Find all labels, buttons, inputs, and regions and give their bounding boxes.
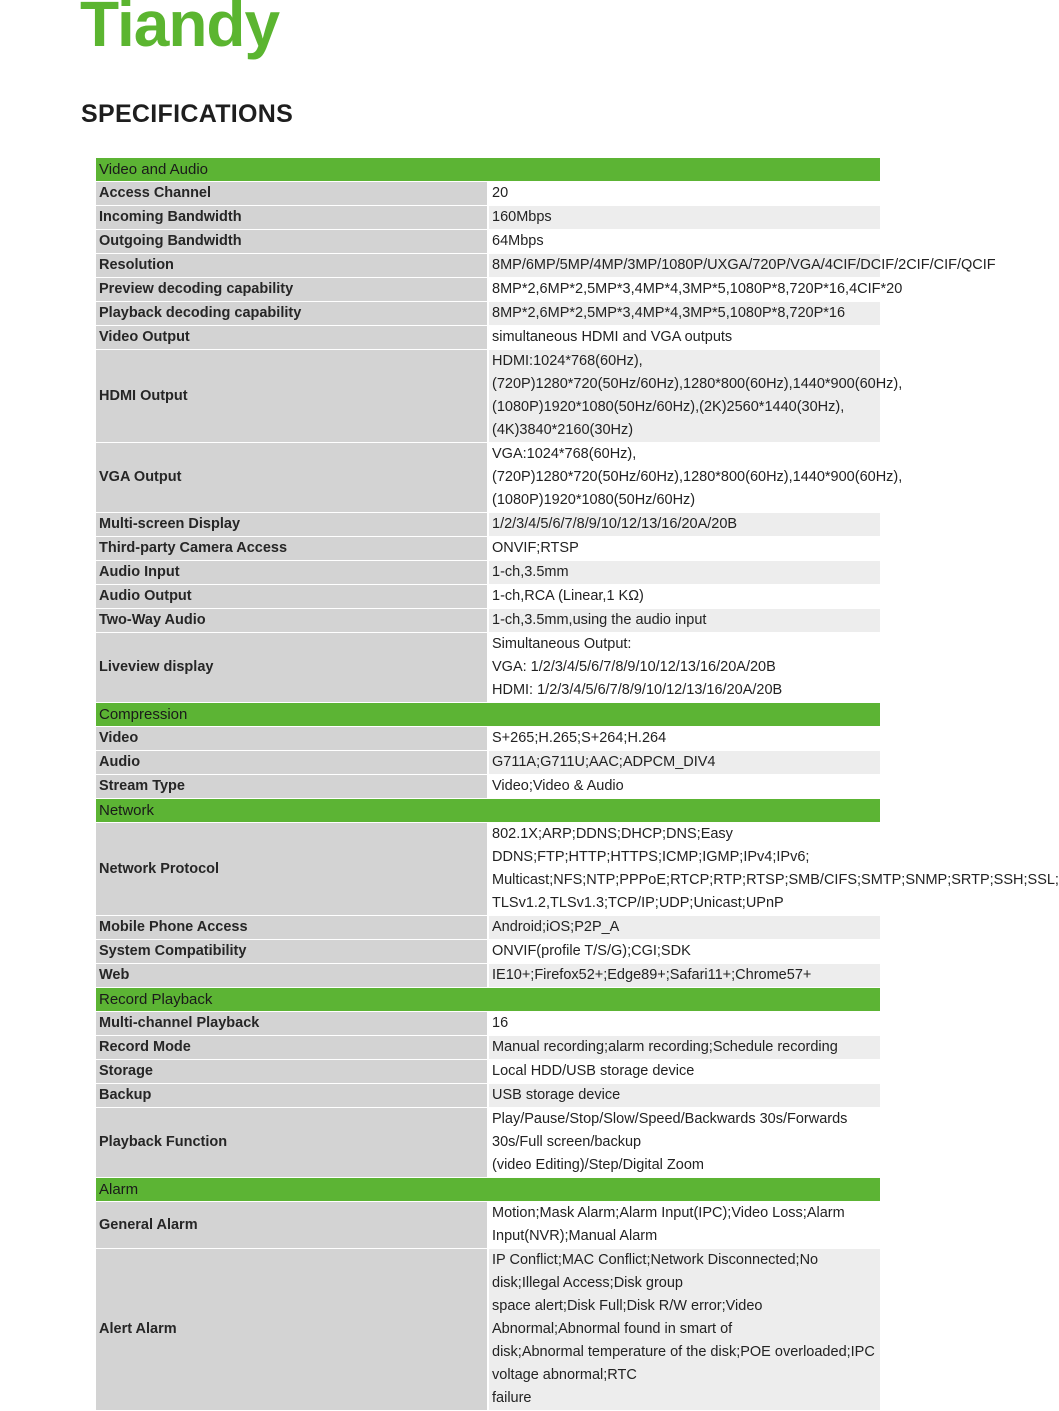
- spec-value: [488, 278, 903, 302]
- spec-value-line: G711A;G711U;AAC;ADPCM_DIV4: [492, 754, 716, 770]
- spec-label: Third-party Camera Access: [96, 537, 488, 561]
- spec-row: [96, 609, 880, 633]
- section-header: [96, 158, 880, 182]
- spec-label: Outgoing Bandwidth: [96, 230, 488, 254]
- spec-value-line: 1-ch,RCA (Linear,1 KΩ): [492, 588, 644, 604]
- spec-value-line: VGA:1024*768(60Hz),(720P)1280*720(50Hz/60Hz),1280*800(60Hz),1440*900(60Hz),: [492, 446, 903, 485]
- spec-value: [488, 1249, 880, 1411]
- spec-value: [488, 727, 880, 751]
- spec-row: [96, 443, 880, 513]
- section-title: Video and Audio: [96, 158, 880, 182]
- spec-label: Network Protocol: [96, 823, 488, 916]
- section-header: [96, 799, 880, 823]
- spec-label: Liveview display: [96, 633, 488, 703]
- spec-value-line: Multicast;NFS;NTP;PPPoE;RTCP;RTP;RTSP;SMB/CIFS;SMTP;SNMP;SRTP;SSH;SSL;: [492, 872, 1059, 888]
- spec-row: [96, 1012, 880, 1036]
- spec-row: [96, 1084, 880, 1108]
- spec-value-line: Simultaneous Output:: [492, 636, 632, 652]
- spec-value: [488, 206, 880, 230]
- spec-label: Access Channel: [96, 182, 488, 206]
- spec-value-line: ONVIF;RTSP: [492, 540, 579, 556]
- spec-label: Backup: [96, 1084, 488, 1108]
- spec-label: Resolution: [96, 254, 488, 278]
- spec-label: Playback Function: [96, 1108, 488, 1178]
- spec-row: [96, 775, 880, 799]
- spec-row: [96, 278, 880, 302]
- spec-value: [488, 633, 880, 703]
- spec-label: Stream Type: [96, 775, 488, 799]
- spec-label: Playback decoding capability: [96, 302, 488, 326]
- spec-value: [488, 1036, 880, 1060]
- spec-row: [96, 537, 880, 561]
- spec-value: [488, 775, 880, 799]
- page-title: SPECIFICATIONS: [81, 100, 294, 128]
- spec-value: [488, 254, 996, 278]
- spec-value-line: IP Conflict;MAC Conflict;Network Disconnected;No disk;Illegal Access;Disk group: [492, 1252, 819, 1291]
- spec-label: VGA Output: [96, 443, 488, 513]
- spec-label: HDMI Output: [96, 350, 488, 443]
- spec-value-line: simultaneous HDMI and VGA outputs: [492, 329, 733, 345]
- spec-row: [96, 513, 880, 537]
- section-header: [96, 1178, 880, 1202]
- spec-value-line: Local HDD/USB storage device: [492, 1063, 695, 1079]
- section-title: Record Playback: [96, 988, 880, 1012]
- spec-value: [488, 302, 880, 326]
- spec-value-line: Manual recording;alarm recording;Schedule recording: [492, 1039, 838, 1055]
- spec-label: Audio Input: [96, 561, 488, 585]
- spec-value: [488, 751, 880, 775]
- spec-value: [488, 443, 903, 513]
- spec-value-line: Play/Pause/Stop/Slow/Speed/Backwards 30s/Forwards 30s/Full screen/backup: [492, 1111, 848, 1150]
- spec-table: [96, 158, 1059, 1411]
- spec-row: [96, 254, 880, 278]
- spec-value-line: 20: [492, 185, 509, 201]
- spec-value-line: 8MP*2,6MP*2,5MP*3,4MP*4,3MP*5,1080P*8,720P*16: [492, 305, 846, 321]
- spec-value-line: (1080P)1920*1080(50Hz/60Hz): [492, 492, 696, 508]
- spec-value-line: Motion;Mask Alarm;Alarm Input(IPC);Video Loss;Alarm Input(NVR);Manual Alarm: [492, 1205, 845, 1244]
- spec-label: Video Output: [96, 326, 488, 350]
- spec-label: System Compatibility: [96, 940, 488, 964]
- spec-value-line: Android;iOS;P2P_A: [492, 919, 620, 935]
- spec-value: [488, 537, 880, 561]
- spec-label: Alert Alarm: [96, 1249, 488, 1411]
- spec-value-line: 8MP*2,6MP*2,5MP*3,4MP*4,3MP*5,1080P*8,720P*16,4CIF*20: [492, 281, 903, 297]
- spec-label: Video: [96, 727, 488, 751]
- spec-value: [488, 916, 880, 940]
- spec-value-line: failure: [492, 1390, 532, 1406]
- spec-row: [96, 1036, 880, 1060]
- spec-value-line: IE10+;Firefox52+;Edge89+;Safari11+;Chrome57+: [492, 967, 812, 983]
- spec-value: [488, 1108, 880, 1178]
- spec-row: [96, 1108, 880, 1178]
- spec-value-line: disk;Abnormal temperature of the disk;POE overloaded;IPC voltage abnormal;RTC: [492, 1344, 875, 1383]
- section-title: Network: [96, 799, 880, 823]
- spec-value-line: 16: [492, 1015, 509, 1031]
- spec-label: Web: [96, 964, 488, 988]
- spec-value: [488, 823, 1059, 916]
- spec-label: Two-Way Audio: [96, 609, 488, 633]
- spec-value: [488, 1012, 880, 1036]
- spec-value: [488, 964, 880, 988]
- spec-row: [96, 940, 880, 964]
- spec-value-line: HDMI: 1/2/3/4/5/6/7/8/9/10/12/13/16/20A/20B: [492, 682, 783, 698]
- spec-label: Multi-channel Playback: [96, 1012, 488, 1036]
- spec-value-line: 1-ch,3.5mm: [492, 564, 569, 580]
- spec-value: [488, 1202, 880, 1249]
- spec-value: [488, 230, 880, 254]
- spec-value-line: S+265;H.265;S+264;H.264: [492, 730, 667, 746]
- spec-row: [96, 1202, 880, 1249]
- spec-value: [488, 561, 880, 585]
- spec-label: Multi-screen Display: [96, 513, 488, 537]
- spec-row: [96, 230, 880, 254]
- spec-row: [96, 727, 880, 751]
- tiandy-logo: Tiandy: [80, 0, 280, 60]
- section-title: Alarm: [96, 1178, 880, 1202]
- spec-label: Mobile Phone Access: [96, 916, 488, 940]
- spec-label: Storage: [96, 1060, 488, 1084]
- spec-value: [488, 326, 880, 350]
- spec-value-line: VGA: 1/2/3/4/5/6/7/8/9/10/12/13/16/20A/20B: [492, 659, 776, 675]
- spec-row: [96, 633, 880, 703]
- section-header: [96, 703, 880, 727]
- spec-row: [96, 751, 880, 775]
- spec-label: Incoming Bandwidth: [96, 206, 488, 230]
- spec-row: [96, 1249, 880, 1411]
- spec-label: Audio: [96, 751, 488, 775]
- spec-value-line: 160Mbps: [492, 209, 552, 225]
- spec-value: [488, 350, 903, 443]
- spec-value-line: (video Editing)/Step/Digital Zoom: [492, 1157, 704, 1173]
- spec-row: [96, 182, 880, 206]
- spec-value: [488, 585, 880, 609]
- spec-value-line: USB storage device: [492, 1087, 621, 1103]
- spec-value-line: ONVIF(profile T/S/G);CGI;SDK: [492, 943, 691, 959]
- spec-value-line: 802.1X;ARP;DDNS;DHCP;DNS;Easy DDNS;FTP;HTTP;HTTPS;ICMP;IGMP;IPv4;IPv6;: [492, 826, 810, 865]
- section-title: Compression: [96, 703, 880, 727]
- spec-row: [96, 916, 880, 940]
- spec-value-line: TLSv1.2,TLSv1.3;TCP/IP;UDP;Unicast;UPnP: [492, 895, 784, 911]
- spec-value-line: (1080P)1920*1080(50Hz/60Hz),(2K)2560*1440(30Hz),(4K)3840*2160(30Hz): [492, 399, 845, 438]
- spec-value: [488, 940, 880, 964]
- spec-value: [488, 609, 880, 633]
- spec-value: [488, 1084, 880, 1108]
- spec-label: Record Mode: [96, 1036, 488, 1060]
- spec-row: [96, 302, 880, 326]
- spec-value-line: 1/2/3/4/5/6/7/8/9/10/12/13/16/20A/20B: [492, 516, 738, 532]
- spec-row: [96, 964, 880, 988]
- spec-label: Audio Output: [96, 585, 488, 609]
- spec-label: Preview decoding capability: [96, 278, 488, 302]
- spec-value-line: HDMI:1024*768(60Hz),(720P)1280*720(50Hz/60Hz),1280*800(60Hz),1440*900(60Hz),: [492, 353, 903, 392]
- spec-row: [96, 823, 880, 916]
- spec-row: [96, 585, 880, 609]
- spec-label: General Alarm: [96, 1202, 488, 1249]
- spec-row: [96, 561, 880, 585]
- spec-value-line: space alert;Disk Full;Disk R/W error;Video Abnormal;Abnormal found in smart of: [492, 1298, 763, 1337]
- spec-row: [96, 326, 880, 350]
- spec-value: [488, 182, 880, 206]
- spec-row: [96, 206, 880, 230]
- spec-value-line: Video;Video & Audio: [492, 778, 624, 794]
- spec-value: [488, 513, 880, 537]
- spec-row: [96, 350, 880, 443]
- spec-row: [96, 1060, 880, 1084]
- spec-value-line: 64Mbps: [492, 233, 544, 249]
- spec-value: [488, 1060, 880, 1084]
- spec-value-line: 1-ch,3.5mm,using the audio input: [492, 612, 707, 628]
- spec-value-line: 8MP/6MP/5MP/4MP/3MP/1080P/UXGA/720P/VGA/4CIF/DCIF/2CIF/CIF/QCIF: [492, 257, 996, 273]
- section-header: [96, 988, 880, 1012]
